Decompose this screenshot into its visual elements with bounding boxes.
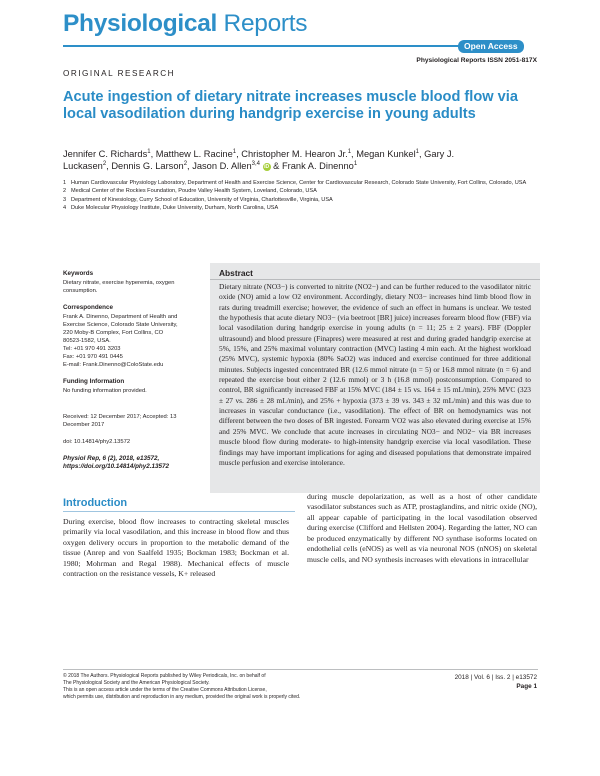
correspondence-block	[63, 304, 203, 369]
abstract-rule	[210, 279, 540, 280]
author-name: Megan Kunkel	[356, 149, 416, 159]
author-ampersand: &	[273, 161, 282, 171]
affiliation-list	[63, 179, 543, 213]
issue-info: 2018 | Vol. 6 | Iss. 2 | e13572	[454, 674, 537, 681]
keywords-block	[63, 270, 203, 295]
author-name: Matthew L. Racine	[155, 149, 233, 159]
keywords-heading: Keywords	[63, 270, 94, 277]
funding-text: No funding information provided.	[63, 388, 147, 394]
affiliation-number: 2	[63, 188, 67, 195]
doi-block	[63, 438, 203, 446]
journal-title	[63, 10, 538, 38]
page-info	[455, 673, 537, 691]
author-affiliation-marker: 3,4	[251, 160, 260, 167]
author-list: Jennifer C. Richards$^1$, Matthew L. Racine$^1$, Christopher M. Hearon Jr.$^1$, Megan Kunkel$^1$, Gary J. Luckasen$^2$, Dennis G. Larson$^2$, Jason D. Allen$^{3,4}$ iD & Frank A. Dinenno$^1$	[63, 148, 455, 171]
introduction-left-column: During exercise, blood flow increases to contracting skeletal muscles primarily via local vasodilation, and this increase in blood flow and thus oxygen delivery occurs in proportion to the metabolic demand of the tissue (Anrep and von Saalfeld 1935; Bockman 1983; Bockman et al. 1980; Mohrman and Regal 1988). Mechanical effects of muscle contraction on the resistance vessels, K+ released	[63, 517, 289, 579]
affiliation-text: Duke Molecular Physiology Institute, Duke University, Durham, North Carolina, USA	[71, 205, 279, 212]
license-line: which permits use, distribution and reproduction in any medium, provided the original work is properly cited.	[63, 694, 301, 700]
license-notice	[63, 673, 393, 701]
journal-masthead	[63, 10, 538, 51]
correspondence-phone: Tel: +01 970 491 3203	[63, 346, 121, 352]
correspondence-heading: Correspondence	[63, 304, 114, 311]
open-access-badge: Open Access	[458, 40, 524, 53]
introduction-heading: Introduction	[63, 497, 128, 509]
correspondence-line: Frank A. Dinenno, Department of Health and	[63, 314, 178, 320]
affiliation-item	[63, 187, 543, 195]
page-number: Page 1	[516, 683, 537, 690]
masthead-rule	[63, 45, 459, 47]
received-accepted: Received: 12 December 2017; Accepted: 13 December 2017	[63, 414, 177, 428]
citation-doi-link[interactable]: https://doi.org/10.14814/phy2.13572	[63, 463, 170, 470]
footer-rule	[63, 669, 538, 670]
article-sidebar	[63, 270, 203, 480]
license-line: This is an open access article under the terms of the Creative Commons Attribution License,	[63, 687, 267, 693]
author-name: Christopher M. Hearon Jr.	[241, 149, 348, 159]
affiliation-item	[63, 204, 543, 212]
journal-title-rest: Reports	[217, 10, 308, 37]
author-affiliation-marker: 2	[102, 160, 107, 167]
abstract-heading: Abstract	[219, 268, 253, 278]
abstract-text: Dietary nitrate (NO3−) is converted to nitrite (NO2−) and can be further reduced to the vasodilator nitric oxide (NO) amid a low O2 environment. Accordingly, dietary NO3− increases hind limb blood flow in rats during treadmill exercise; however, the evidence of such an effect in humans is unclear. We tested the hypothesis that acute dietary NO3− (via beetroot [BR] juice) increases forearm blood flow (FBF) via local vasodilation during handgrip exercise in young adults (n = 11; 25 ± 2 years). FBF (Doppler ultrasound) and blood pressure (Finapres) were measured at rest and during graded handgrip exercise at 5%, 15%, and 25% maximal voluntary contraction (MVC) lasting 4 min each. At the highest workload (25% MVC), systemic hypoxia (80% SaO2) was induced and exercise continued for three additional minutes. Subjects ingested concentrated BR (12.6 mmol nitrate (n = 5) or 16.8 mmol nitrate (n = 6) and repeated the exercise bout either 2 (12.6 mmol) or 3 h (16.8 mmol) postconsumption. Compared to control, BR significantly increased FBF at 15% MVC (184 ± 15 vs. 164 ± 15 mL/min), 25% MVC (323 ± 27 vs. 286 ± 28 mL/min), and 25% + hypoxia (373 ± 39 vs. 343 ± 32 mL/min) and this was due to increases in vascular conductance (i.e., vasodilation). The effect of BR on hemodynamics was not different between the two doses of BR ingested. Forearm VO2 was also elevated during exercise at 15% and 25% MVC. We conclude that acute increases in circulating NO3− and NO2− via BR increases muscle blood flow during moderate- to high-intensity handgrip exercise via local vasodilation. These findings may have important implications for aging and diseased populations that demonstrate impaired muscle perfusion and exercise intolerance.	[219, 282, 531, 467]
author-affiliation-marker: 1	[232, 148, 237, 155]
dates-block	[63, 413, 203, 429]
correspondence-line: 80523-1582, USA.	[63, 338, 111, 344]
author-affiliation-marker: 1	[147, 148, 151, 155]
affiliation-text: Medical Center of the Rockies Foundation, Poudre Valley Health System, Loveland, Colorado, USA	[71, 188, 317, 195]
introduction-right-column: during muscle depolarization, as well as a host of other candidate vasodilator substances such as ATP, prostaglandins, and nitric oxide (NO), all appear capable of participating in the local vasodilation observed during exercise (Clifford and Hellsten 2004). Regarding the latter, NO can be produced enzymatically by different NO synthase isoforms located on endothelial cells (eNOS) as well as via neuronal NOS (nNOS) on skeletal muscle cells, and NO synthesis increases with elevations in intracellular	[307, 492, 537, 564]
correspondence-email[interactable]: E-mail: Frank.Dinenno@ColoState.edu	[63, 362, 164, 368]
funding-heading: Funding Information	[63, 378, 125, 385]
author-name: Dennis G. Larson	[111, 161, 184, 171]
author-name: Frank A. Dinenno	[281, 161, 354, 171]
affiliation-number: 1	[63, 180, 67, 186]
affiliation-item	[63, 179, 543, 187]
affiliation-text: Human Cardiovascular Physiology Laboratory, Department of Health and Exercise Science, Center for Cardiovascular Research, Colorado State University, Fort Collins, Colorado, USA	[71, 180, 527, 186]
license-line: © 2018 The Authors. Physiological Reports published by Wiley Periodicals, Inc. on behalf of	[63, 673, 266, 679]
correspondence-line: 220 Moby-B Complex, Fort Collins, CO	[63, 330, 164, 336]
keywords-text: Dietary nitrate, exercise hyperemia, oxygen consumption.	[63, 280, 175, 294]
orcid-icon[interactable]: iD	[264, 163, 270, 170]
author-affiliation-marker: 1	[415, 148, 419, 155]
article-title: Acute ingestion of dietary nitrate increases muscle blood flow via local vasodilation during handgrip exercise in young adults	[63, 89, 518, 122]
correspondence-fax: Fax: +01 970 491 0445	[63, 354, 123, 360]
funding-block	[63, 378, 203, 395]
citation-block	[63, 455, 203, 471]
author-affiliation-marker: 1	[353, 160, 358, 167]
journal-title-strong: Physiological	[63, 10, 218, 37]
affiliation-number: 4	[63, 205, 67, 212]
author-name: Gary J. Luckasen	[63, 149, 455, 171]
affiliation-number: 3	[63, 196, 67, 203]
affiliation-text: Department of Kinesiology, Curry School of Education, University of Virginia, Charlottesville, Virginia, USA	[71, 196, 333, 203]
license-line: The Physiological Society and the American Physiological Society.	[63, 680, 210, 686]
author-affiliation-marker: 2	[183, 160, 188, 167]
citation-line: Physiol Rep, 6 (2), 2018, e13572,	[63, 455, 160, 462]
author-name: Jason D. Allen	[192, 161, 252, 171]
article-type: ORIGINAL RESEARCH	[63, 69, 176, 78]
doi-text[interactable]: doi: 10.14814/phy2.13572	[63, 439, 131, 445]
author-affiliation-marker: 1	[347, 148, 352, 155]
affiliation-item	[63, 196, 543, 204]
issn-line: Physiological Reports ISSN 2051-817X	[416, 57, 537, 64]
author-name: Jennifer C. Richards	[63, 149, 148, 159]
introduction-rule	[63, 511, 295, 512]
correspondence-line: Exercise Science, Colorado State University,	[63, 322, 178, 328]
